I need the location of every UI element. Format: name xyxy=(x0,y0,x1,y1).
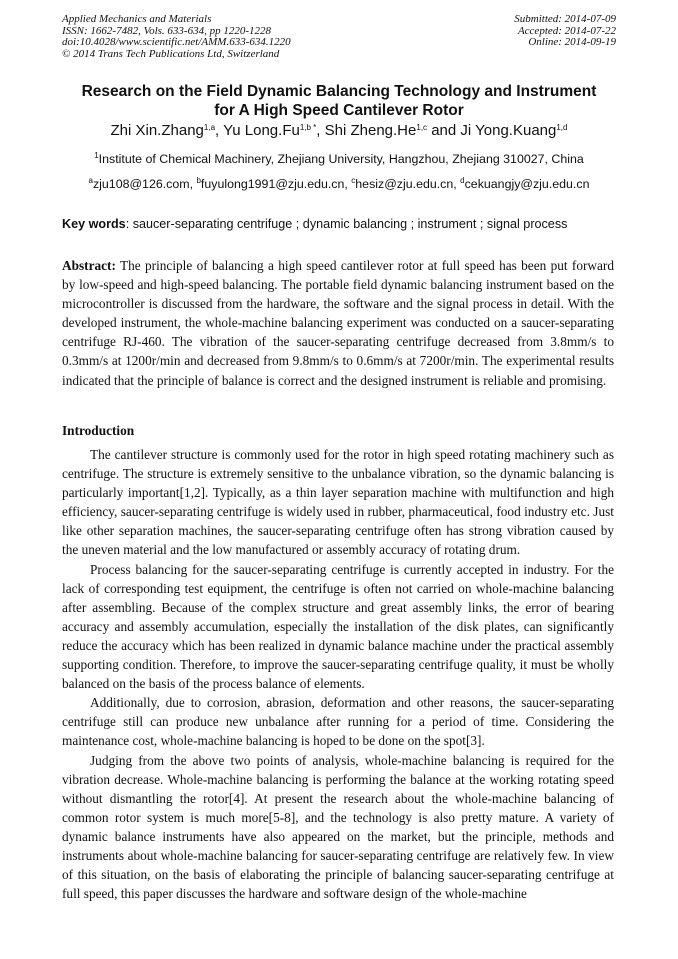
submitted-date: Submitted: 2014-07-09 xyxy=(514,13,616,25)
email: fuyulong1991@zju.edu.cn, xyxy=(200,177,352,191)
author-sup: 1,c xyxy=(416,123,428,132)
keywords-label: Key words xyxy=(62,217,126,231)
author-name: Zhi Xin.Zhang xyxy=(110,122,204,139)
author-sup: 1,b * xyxy=(299,123,317,132)
author-sup: 1,d xyxy=(556,123,568,132)
emails xyxy=(20,177,658,191)
paragraph: Judging from the above two points of analysis, whole-machine balancing is required for the vibration decrease. Whole-machine balancing is performing the balance at the working rotating speed without dismantling the rotor[4]. At present the research about the whole-machine balancing of common rotor system is much more[5-8], and the technology is also pretty mature. A variety of dynamic balance instruments have also appeared on the market, but the principle, methods and instruments about whole-machine balancing for saucer-separating centrifuge are relatively few. In view of this situation, on the basis of elaborating the principle of balancing saucer-separating centrifuge at full speed, this paper discusses the hardware and software design of the whole-machine xyxy=(62,752,614,902)
affil-sup: 1 xyxy=(94,151,99,160)
author xyxy=(111,122,224,139)
email: zju108@126.com, xyxy=(92,177,197,191)
abstract-text: The principle of balancing a high speed cantilever rotor at full speed has been put forward by low-speed and high-speed balancing. The portable field dynamic balancing instrument based on the microcontroller is discussed from the hardware, the software and the signal process in detail. With the developed instrument, the whole-machine balancing experiment was conducted on a saucer-separating centrifuge RJ-460. The vibration of the saucer-separating centrifuge decreased from 3.8mm/s to 0.3mm/s at 1200r/min and decreased from 9.8mm/s to 0.6mm/s at 7200r/min. The experimental results indicated that the principle of balance is correct and the designed instrument is reliable and promising. xyxy=(62,258,614,388)
keywords-text: : saucer-separating centrifuge ; dynamic balancing ; instrument ; signal process xyxy=(125,217,568,231)
email-sup: b xyxy=(196,176,201,185)
author-name: Shi Zheng.He xyxy=(324,122,417,139)
separator: , xyxy=(215,122,224,139)
author-list xyxy=(20,122,658,139)
author-name: Yu Long.Fu xyxy=(223,122,300,139)
email-sup: a xyxy=(88,176,93,185)
title-line: for A High Speed Cantilever Rotor xyxy=(214,102,464,119)
separator: and xyxy=(427,122,461,139)
paragraph: The cantilever structure is commonly used for the rotor in high speed rotating machinery such as centrifuge. The structure is extremely sensitive to the unbalance vibration, so the dynamic balancing is particularly important[1,2]. Typically, as a thin layer separation machine with multifunction and high efficiency, saucer-separating centrifuge is widely used in rubber, pharmaceutical, food industry etc. Just like other separation machines, the saucer-separating centrifuge often has strong vibration caused by the uneven material and the low manufactured or assembly accuracy of rotating drum. xyxy=(62,447,614,558)
email-sup: d xyxy=(460,176,465,185)
email-sup: c xyxy=(351,176,356,185)
affil-text: Institute of Chemical Machinery, Zhejiang University, Hangzhou, Zhejiang 310027, China xyxy=(98,152,584,166)
paper-title xyxy=(40,82,638,120)
journal-info xyxy=(62,14,291,60)
doi: doi:10.4028/www.scientific.net/AMM.633-634.1220 xyxy=(62,36,291,48)
abstract-label: Abstract: xyxy=(62,258,116,273)
paragraph: Process balancing for the saucer-separating centrifuge is currently accepted in industry. For the lack of corresponding test equipment, the centrifuge is often not carried on whole-machine balancing after assembling. Because of the complex structure and great assembly links, the error of bearing accuracy and assembly accumulation, especially the installation of the disk plates, can significantly reduce the accuracy which has been realized in dynamic balance machine under the practical assembly supporting condition. Therefore, to improve the saucer-separating centrifuge quality, it must be wholly balanced on the basis of the process balance of elements. xyxy=(62,561,614,692)
paragraph: Additionally, due to corrosion, abrasion, deformation and other reasons, the saucer-separating centrifuge still can produce new unbalance after running for a period of time. Considering the maintenance cost, whole-machine balancing is hoped to be done on the spot[3]. xyxy=(62,695,614,749)
author-name: Ji Yong.Kuang xyxy=(460,122,557,139)
author-sup: 1,a xyxy=(203,123,216,132)
keywords xyxy=(62,217,567,231)
separator: , xyxy=(316,122,325,139)
title-line: Research on the Field Dynamic Balancing Technology and Instrument xyxy=(81,83,597,100)
online-date: Online: 2014-09-19 xyxy=(528,36,616,48)
abstract xyxy=(62,256,614,390)
copyright: © 2014 Trans Tech Publications Ltd, Switzerland xyxy=(62,47,280,60)
affiliation xyxy=(20,152,658,166)
section-heading: Introduction xyxy=(62,423,135,438)
journal-name: Applied Mechanics and Materials xyxy=(62,13,212,25)
author xyxy=(325,122,461,139)
dates-info xyxy=(514,14,616,49)
author xyxy=(460,122,567,139)
author xyxy=(223,122,325,139)
email: hesiz@zju.edu.cn, xyxy=(355,177,461,191)
issn: ISSN: 1662-7482, Vols. 633-634, pp 1220-1228 xyxy=(62,24,271,37)
introduction-body xyxy=(62,445,614,903)
accepted-date: Accepted: 2014-07-22 xyxy=(517,24,616,37)
email: cekuangjy@zju.edu.cn xyxy=(464,177,590,191)
